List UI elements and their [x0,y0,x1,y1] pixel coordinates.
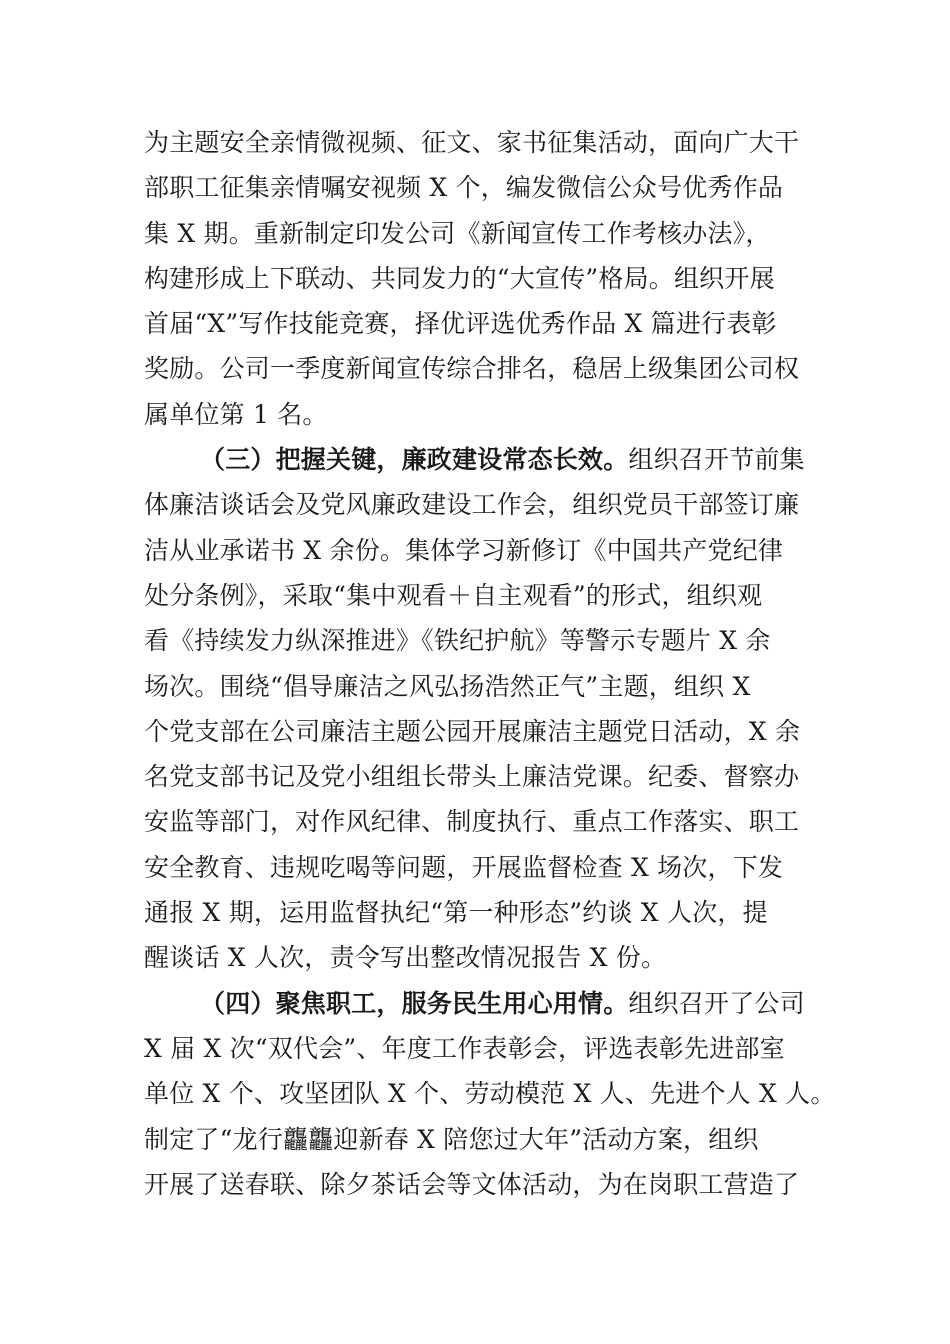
text-line: 安监等部门，对作风纪律、制度执行、重点工作落实、职工 [144,807,800,837]
text-line [144,437,814,482]
text-line: 集 X 期。重新制定印发公司《新闻宣传工作考核办法》， [144,218,771,248]
paragraph-news-publicity [144,120,814,437]
text-line: 场次。围绕“倡导廉洁之风弘扬浩然正气”主题，组织 X [144,671,751,701]
text-line: 制定了“龙行龘龘迎新春 X 陪您过大年”活动方案，组织 [144,1124,759,1154]
text-line: 安全教育、违规吃喝等问题，开展监督检查 X 场次，下发 [144,852,784,882]
text-line: 通报 X 期，运用监督执纪“第一种形态”约谈 X 人次，提 [144,898,768,928]
document-body [144,120,836,1207]
text-line: 开展了送春联、除夕茶话会等文体活动，为在岗职工营造了 [144,1169,800,1199]
text-line: 部职工征集亲情嘱安视频 X 个，编发微信公众号优秀作品 [144,173,784,203]
paragraph-employee-service [144,981,836,1207]
text-run: 组织召开了公司 [628,988,805,1018]
text-line: 为主题安全亲情微视频、征文、家书征集活动，面向广大干 [144,128,800,157]
text-line: 体廉洁谈话会及党风廉政建设工作会，组织党员干部签订廉 [144,490,800,520]
text-line [144,981,814,1026]
section-heading: （四）聚焦职工，服务民生用心用情。 [200,988,629,1018]
text-line: 醒谈话 X 人次，责令写出整改情况报告 X 份。 [144,943,667,973]
text-line: 奖励。公司一季度新闻宣传综合排名，稳居上级集团公司权 [144,354,800,384]
text-line: 处分条例》，采取“集中观看＋自主观看”的形式，组织观 [144,580,763,610]
text-line: 个党支部在公司廉洁主题公园开展廉洁主题党日活动，X 余 [144,716,801,746]
text-line: 单位 X 个、攻坚团队 X 个、劳动模范 X 人、先进个人 X 人。 [144,1079,836,1109]
text-line: X 届 X 次“双代会”、年度工作表彰会，评选表彰先进部室 [144,1033,785,1063]
text-line: 首届“X”写作技能竞赛，择优评选优秀作品 X 篇进行表彰 [144,309,777,339]
text-line: 名党支部书记及党小组组长带头上廉洁党课。纪委、督察办 [144,762,800,792]
paragraph-integrity-building [144,437,814,981]
section-heading: （三）把握关键，廉政建设常态长效。 [200,445,629,475]
text-line: 构建形成上下联动、共同发力的“大宣传”格局。组织开展 [144,263,775,293]
text-line: 属单位第 1 名。 [144,399,328,429]
text-line: 洁从业承诺书 X 余份。集体学习新修订《中国共产党纪律 [144,535,784,565]
text-run: 组织召开节前集 [628,445,805,475]
text-line: 看《持续发力纵深推进》《铁纪护航》等警示专题片 X 余 [144,626,771,656]
